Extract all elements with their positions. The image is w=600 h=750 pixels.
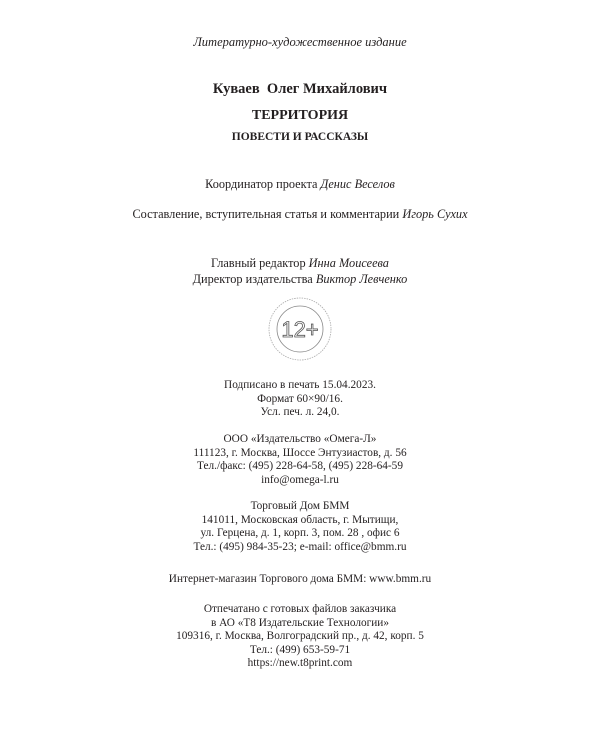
printer-phone: Тел.: (499) 653-59-71	[249, 643, 351, 656]
compiler-credit	[0, 207, 600, 222]
printer-info	[0, 603, 600, 671]
publisher-info	[0, 433, 600, 487]
director-credit	[0, 271, 600, 287]
publisher-name: ООО «Издательство «Омега-Л»	[223, 433, 377, 445]
printer-note: Отпечатано с готовых файлов заказчика	[203, 603, 397, 615]
compiler-name: Игорь Сухих	[402, 207, 468, 221]
coordinator-credit	[0, 177, 600, 192]
book-title: ТЕРРИТОРИЯ	[251, 108, 349, 123]
printer-address: 109316, г. Москва, Волгоградский пр., д. 42, корп. 5	[176, 630, 424, 643]
online-shop: Интернет-магазин Торгового дома БММ: www.bmm.ru	[168, 573, 432, 585]
age-rating: 12+	[281, 317, 319, 342]
print-info	[0, 379, 600, 420]
printer-name: в АО «Т8 Издательские Технологии»	[211, 616, 389, 629]
trade-house-info	[0, 500, 600, 554]
trade-house-address-1: 141011, Московская область, г. Мытищи,	[201, 513, 399, 526]
editor-name: Инна Моисеева	[308, 256, 389, 270]
editor-credit	[0, 255, 600, 271]
trade-house-address-2: ул. Герцена, д. 1, корп. 3, пом. 28 , офис 6	[200, 527, 400, 540]
director-name: Виктор Левченко	[315, 272, 408, 286]
coordinator-label: Координатор проекта	[205, 177, 321, 191]
coordinator-name: Денис Веселов	[320, 177, 395, 191]
compiler-label: Составление, вступительная статья и комментарии	[132, 207, 403, 221]
director-label: Директор издательства	[192, 272, 316, 286]
trade-house-contacts: Тел.: (495) 984-35-23; e-mail: office@bmm.ru	[193, 540, 407, 553]
print-signed-date: Подписано в печать 15.04.2023.	[224, 379, 376, 391]
publisher-phone: Тел./факс: (495) 228-64-58, (495) 228-64-59	[197, 460, 403, 473]
book-subtitle: ПОВЕСТИ И РАССКАЗЫ	[231, 131, 369, 143]
age-rating-seal	[267, 296, 333, 362]
printer-website: https://new.t8print.com	[247, 657, 353, 670]
trade-house-name: Торговый Дом БММ	[250, 500, 350, 512]
print-format: Формат 60×90/16.	[257, 392, 343, 405]
editor-label: Главный редактор	[211, 256, 309, 270]
edition-type: Литературно-художественное издание	[193, 35, 407, 49]
publisher-address: 111123, г. Москва, Шоссе Энтузиастов, д. 56	[193, 446, 407, 459]
publisher-email: info@omega-l.ru	[261, 473, 339, 486]
author-name: Куваев Олег Михайлович	[212, 81, 388, 97]
editorial-credits	[0, 255, 600, 287]
print-sheets: Усл. печ. л. 24,0.	[260, 406, 340, 419]
